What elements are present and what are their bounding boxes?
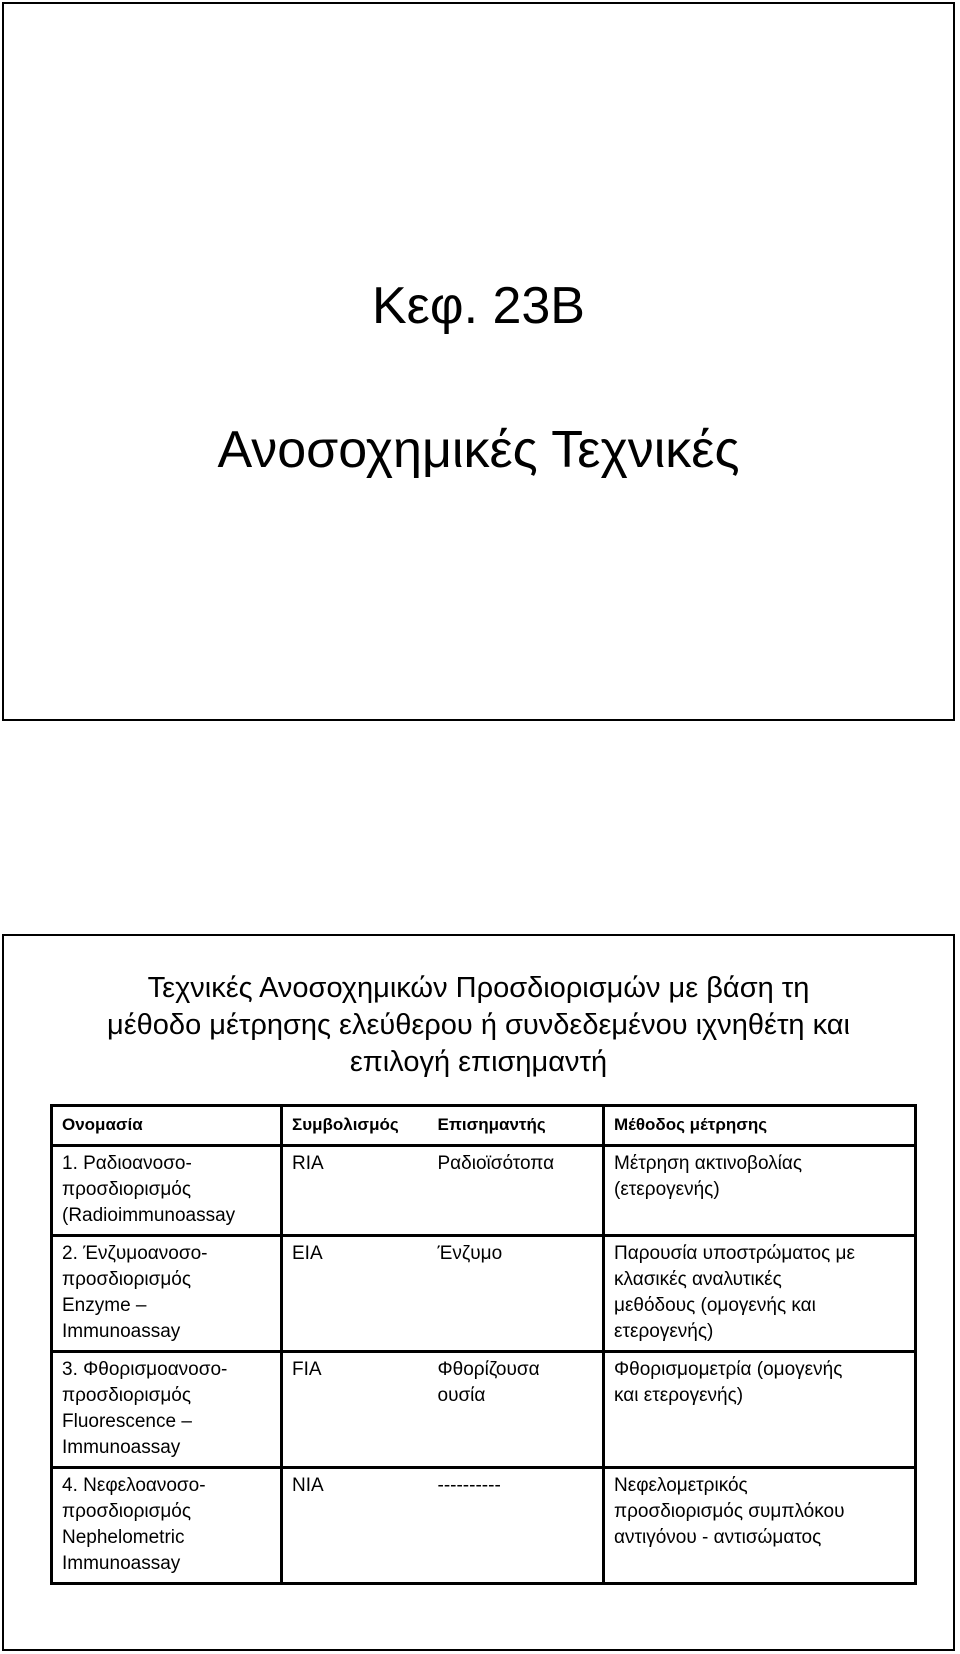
cell-name-line: προσδιορισμός xyxy=(62,1501,192,1522)
cell-method-line: Παρουσία υποστρώματος με xyxy=(614,1243,855,1264)
cell-label xyxy=(429,1468,604,1584)
cell-symbol xyxy=(282,1236,429,1352)
cell-name-line: Immunoassay xyxy=(62,1321,181,1342)
header-symbol: Συμβολισμός xyxy=(282,1106,429,1146)
cell-method-line: και ετερογενής) xyxy=(614,1385,744,1406)
cell-name-line: 3. Φθορισμοανοσο- xyxy=(62,1359,228,1380)
cell-method xyxy=(604,1236,916,1352)
cell-symbol-line: FIA xyxy=(292,1359,322,1380)
cell-method-line: ετερογενής) xyxy=(614,1321,714,1342)
table-row xyxy=(52,1236,916,1352)
cell-name-line: 1. Ραδιοανοσο- xyxy=(62,1153,192,1174)
cell-symbol xyxy=(282,1146,429,1236)
cell-method-line: προσδιορισμός συμπλόκου xyxy=(614,1501,845,1522)
cell-method-line: αντιγόνου - αντισώματος xyxy=(614,1527,822,1548)
slide-heading-line: Τεχνικές Ανοσοχημικών Προσδιορισμών με βάση τη xyxy=(147,972,810,1004)
cell-name xyxy=(52,1146,282,1236)
cell-name-line: 2. Ένζυμοανοσο- xyxy=(62,1243,208,1264)
table-header-row xyxy=(52,1106,916,1146)
cell-method-line: Φθορισμομετρία (ομογενής xyxy=(614,1359,843,1380)
cell-method xyxy=(604,1146,916,1236)
immunoassay-methods-table xyxy=(50,1104,917,1585)
cell-method-line: (ετερογενής) xyxy=(614,1179,720,1200)
cell-name xyxy=(52,1352,282,1468)
table-row xyxy=(52,1468,916,1584)
cell-label-line: Ένζυμο xyxy=(437,1243,503,1264)
chapter-title: Κεφ. 23Β xyxy=(371,277,585,335)
cell-symbol xyxy=(282,1352,429,1468)
cell-name-line: Immunoassay xyxy=(62,1437,181,1458)
cell-name xyxy=(52,1236,282,1352)
cell-method-line: μεθόδους (ομογενής και xyxy=(614,1295,816,1316)
header-name: Ονομασία xyxy=(52,1106,282,1146)
cell-name-line: (Radioimmunoassay xyxy=(62,1205,236,1226)
cell-label-line: ουσία xyxy=(437,1385,486,1406)
cell-method xyxy=(604,1468,916,1584)
cell-method-line: Νεφελομετρικός xyxy=(614,1475,748,1496)
table-row xyxy=(52,1146,916,1236)
table-body xyxy=(52,1146,916,1584)
cell-symbol-line: RIA xyxy=(292,1153,324,1174)
cell-label xyxy=(429,1352,604,1468)
table-row xyxy=(52,1352,916,1468)
header-label: Επισημαντής xyxy=(429,1106,604,1146)
cell-name-line: προσδιορισμός xyxy=(62,1385,192,1406)
cell-method-line: Μέτρηση ακτινοβολίας xyxy=(614,1153,803,1174)
cell-name-line: Nephelometric xyxy=(62,1527,185,1548)
cell-symbol xyxy=(282,1468,429,1584)
header-method: Μέθοδος μέτρησης xyxy=(604,1106,916,1146)
slide-immunoassay-techniques xyxy=(2,934,955,1651)
cell-label-line: Φθορίζουσα xyxy=(437,1359,540,1380)
cell-name-line: Fluorescence – xyxy=(62,1411,192,1432)
cell-symbol-line: NIA xyxy=(292,1475,324,1496)
cell-name xyxy=(52,1468,282,1584)
cell-name-line: 4. Νεφελοανοσο- xyxy=(62,1475,206,1496)
chapter-subtitle: Ανοσοχημικές Τεχνικές xyxy=(217,421,740,479)
cell-name-line: Immunoassay xyxy=(62,1553,181,1574)
slide-title-page xyxy=(2,2,955,721)
cell-label xyxy=(429,1146,604,1236)
cell-method-line: κλασικές αναλυτικές xyxy=(614,1269,782,1290)
cell-label xyxy=(429,1236,604,1352)
slide-heading-line: μέθοδο μέτρησης ελεύθερου ή συνδεδεμένου ιχνηθέτη και xyxy=(107,1009,850,1041)
slide-heading xyxy=(4,970,953,1081)
cell-name-line: προσδιορισμός xyxy=(62,1269,192,1290)
slide-heading-line: επιλογή επισημαντή xyxy=(349,1046,608,1078)
cell-symbol-line: EIA xyxy=(292,1243,323,1264)
cell-method xyxy=(604,1352,916,1468)
cell-label-line: ---------- xyxy=(437,1475,501,1496)
cell-name-line: προσδιορισμός xyxy=(62,1179,192,1200)
cell-label-line: Ραδιοϊσότοπα xyxy=(437,1153,555,1174)
cell-name-line: Enzyme – xyxy=(62,1295,147,1316)
